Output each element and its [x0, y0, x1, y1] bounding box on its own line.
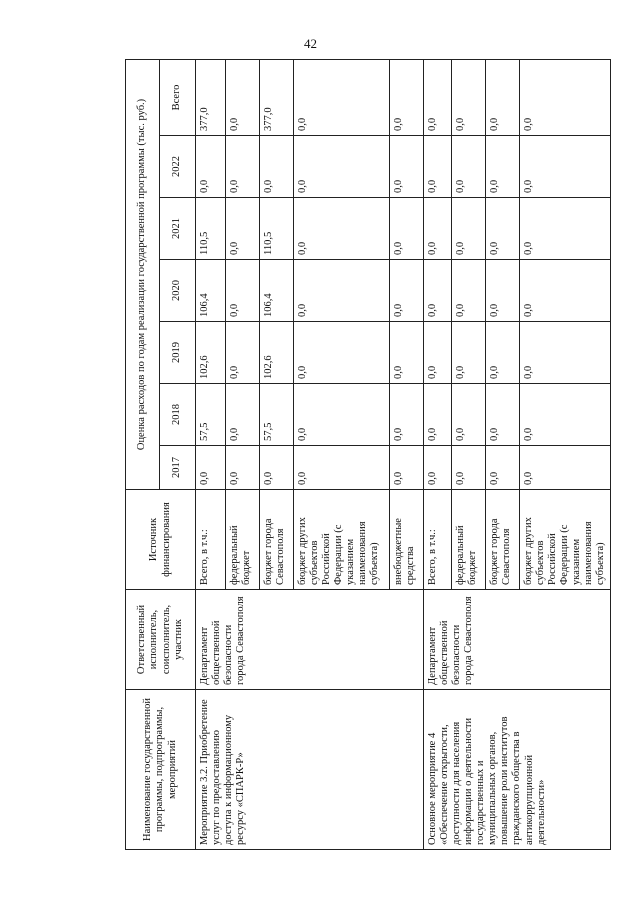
- value-cell: 0,0: [424, 322, 452, 384]
- value-cell: 0,0: [452, 136, 486, 198]
- value-cell: 0,0: [520, 59, 611, 135]
- header-total: Всего: [160, 59, 196, 135]
- value-cell: 0,0: [196, 136, 226, 198]
- value-cell: 0,0: [520, 136, 611, 198]
- header-estimate: Оценка расходов по годам реализации государственной программы (тыс. руб.): [126, 59, 160, 489]
- value-cell: 0,0: [390, 136, 424, 198]
- header-year: 2020: [160, 260, 196, 322]
- value-cell: 0,0: [390, 198, 424, 260]
- header-year: 2018: [160, 384, 196, 446]
- value-cell: 0,0: [260, 136, 294, 198]
- value-cell: 0,0: [226, 384, 260, 446]
- value-cell: 0,0: [226, 322, 260, 384]
- value-cell: 0,0: [226, 446, 260, 490]
- measure-name: Основное мероприятие 4 «Обеспечение открытости, доступности для населения информации о деятельности государственных и муниципальных органов, повышение роли институтов гражданского общества в антикоррупционной деятельности»: [424, 690, 611, 850]
- source-cell: бюджет города Севастополя: [486, 490, 520, 590]
- value-cell: 0,0: [294, 384, 390, 446]
- header-name: Наименование государственной программы, подпрограммы, мероприятий: [126, 690, 196, 850]
- value-cell: 0,0: [424, 384, 452, 446]
- value-cell: 0,0: [294, 322, 390, 384]
- rotated-table-container: [125, 60, 605, 850]
- value-cell: 0,0: [520, 322, 611, 384]
- value-cell: 0,0: [294, 59, 390, 135]
- value-cell: 0,0: [390, 322, 424, 384]
- value-cell: 0,0: [486, 384, 520, 446]
- value-cell: 0,0: [452, 260, 486, 322]
- source-cell: бюджет города Севастополя: [260, 490, 294, 590]
- source-cell: Всего, в т.ч.:: [196, 490, 226, 590]
- value-cell: 0,0: [226, 59, 260, 135]
- value-cell: 0,0: [294, 446, 390, 490]
- header-year: 2022: [160, 136, 196, 198]
- source-cell: Всего, в т.ч.:: [424, 490, 452, 590]
- value-cell: 0,0: [520, 198, 611, 260]
- value-cell: 377,0: [196, 59, 226, 135]
- value-cell: 57,5: [196, 384, 226, 446]
- value-cell: 102,6: [260, 322, 294, 384]
- value-cell: 0,0: [452, 322, 486, 384]
- source-cell: бюджет других субъектов Российской Федерации (с указанием наименования субъекта): [294, 490, 390, 590]
- value-cell: 102,6: [196, 322, 226, 384]
- value-cell: 0,0: [390, 446, 424, 490]
- header-year: 2019: [160, 322, 196, 384]
- value-cell: 106,4: [260, 260, 294, 322]
- value-cell: 0,0: [294, 136, 390, 198]
- value-cell: 0,0: [486, 59, 520, 135]
- source-cell: внебюджетные средства: [390, 490, 424, 590]
- page-number: 42: [304, 36, 317, 51]
- value-cell: 0,0: [486, 446, 520, 490]
- value-cell: 0,0: [226, 198, 260, 260]
- value-cell: 0,0: [196, 446, 226, 490]
- header-executor: Ответственный исполнитель, соисполнитель, участник: [126, 590, 196, 690]
- value-cell: 0,0: [226, 136, 260, 198]
- value-cell: 57,5: [260, 384, 294, 446]
- header-year: 2021: [160, 198, 196, 260]
- value-cell: 0,0: [390, 260, 424, 322]
- value-cell: 0,0: [486, 322, 520, 384]
- table-row: [196, 59, 226, 849]
- value-cell: 0,0: [520, 384, 611, 446]
- value-cell: 110,5: [196, 198, 226, 260]
- value-cell: 377,0: [260, 59, 294, 135]
- value-cell: 0,0: [452, 59, 486, 135]
- value-cell: 0,0: [424, 260, 452, 322]
- value-cell: 0,0: [294, 260, 390, 322]
- value-cell: 0,0: [452, 446, 486, 490]
- value-cell: 0,0: [452, 198, 486, 260]
- source-cell: федеральный бюджет: [226, 490, 260, 590]
- value-cell: 0,0: [424, 59, 452, 135]
- value-cell: 0,0: [390, 384, 424, 446]
- value-cell: 0,0: [520, 446, 611, 490]
- value-cell: 0,0: [486, 198, 520, 260]
- measure-executor: Департамент общественной безопасности города Севастополя: [196, 590, 424, 690]
- value-cell: 0,0: [390, 59, 424, 135]
- value-cell: 0,0: [260, 446, 294, 490]
- value-cell: 0,0: [424, 446, 452, 490]
- value-cell: 0,0: [486, 136, 520, 198]
- value-cell: 110,5: [260, 198, 294, 260]
- measure-executor: Департамент общественной безопасности города Севастополя: [424, 590, 611, 690]
- budget-table: [125, 59, 611, 850]
- source-cell: федеральный бюджет: [452, 490, 486, 590]
- table-row: [424, 59, 452, 849]
- value-cell: 0,0: [424, 198, 452, 260]
- value-cell: 0,0: [520, 260, 611, 322]
- value-cell: 0,0: [424, 136, 452, 198]
- value-cell: 0,0: [452, 384, 486, 446]
- value-cell: 0,0: [294, 198, 390, 260]
- value-cell: 106,4: [196, 260, 226, 322]
- source-cell: бюджет других субъектов Российской Федерации (с указанием наименования субъекта): [520, 490, 611, 590]
- header-year: 2017: [160, 446, 196, 490]
- measure-name: Мероприятие 3.2. Приобретение услуг по предоставлению доступа к информационному ресурсу «СПАРК-Р»: [196, 690, 424, 850]
- value-cell: 0,0: [486, 260, 520, 322]
- value-cell: 0,0: [226, 260, 260, 322]
- header-source: Источник финансирования: [126, 490, 196, 590]
